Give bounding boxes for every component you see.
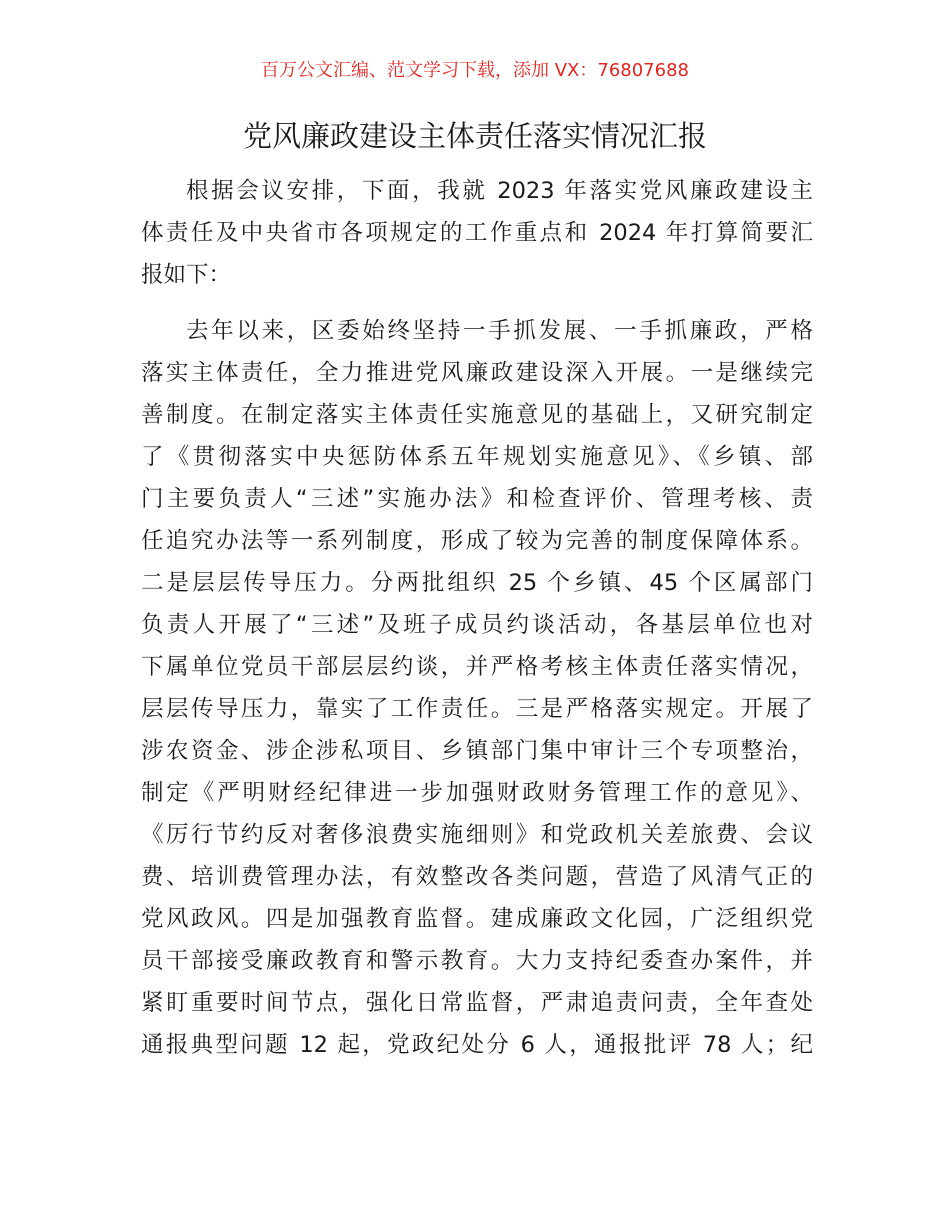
paragraph-line: 《厉行节约反对奢侈浪费实施细则》和党政机关差旅费、会议 [141,822,813,848]
paragraph-2 [141,310,813,1066]
paragraph-line: 根据会议安排，下面，我就 2023 年落实党风廉政建设主 [186,178,813,204]
paragraph-line: 费、培训费管理办法，有效整改各类问题，营造了风清气正的 [141,864,813,890]
paragraph-line: 体责任及中央省市各项规定的工作重点和 2024 年打算简要汇 [141,220,813,246]
paragraph-line: 负责人开展了“三述”及班子成员约谈活动，各基层单位也对 [141,612,813,638]
paragraph-line: 了《贯彻落实中央惩防体系五年规划实施意见》、《乡镇、部 [141,444,813,470]
paragraph-line: 落实主体责任，全力推进党风廉政建设深入开展。一是继续完 [141,360,813,386]
paragraph-line: 去年以来，区委始终坚持一手抓发展、一手抓廉政，严格 [186,318,813,344]
paragraph-line: 下属单位党员干部层层约谈，并严格考核主体责任落实情况， [141,654,813,680]
paragraph-line: 通报典型问题 12 起，党政纪处分 6 人，通报批评 78 人；纪 [141,1032,813,1058]
paragraph-line: 紧盯重要时间节点，强化日常监督，严肃追责问责，全年查处 [141,990,813,1016]
paragraph-line: 层层传导压力，靠实了工作责任。三是严格落实规定。开展了 [141,696,813,722]
header-watermark-note: 百万公文汇编、范文学习下载，添加 VX：76807688 [261,60,689,81]
paragraph-line: 党风政风。四是加强教育监督。建成廉政文化园，广泛组织党 [141,906,813,932]
paragraph-1 [141,170,813,296]
paragraph-line: 门主要负责人“三述”实施办法》和检查评价、管理考核、责 [141,486,813,512]
paragraph-line: 任追究办法等一系列制度，形成了较为完善的制度保障体系。 [141,528,813,554]
paragraph-line: 涉农资金、涉企涉私项目、乡镇部门集中审计三个专项整治， [141,738,813,764]
paragraph-line: 二是层层传导压力。分两批组织 25 个乡镇、45 个区属部门 [141,570,813,596]
paragraph-line: 善制度。在制定落实主体责任实施意见的基础上，又研究制定 [141,402,813,428]
paragraph-line: 报如下： [141,262,232,288]
paragraph-line: 员干部接受廉政教育和警示教育。大力支持纪委查办案件，并 [141,948,813,974]
document-title: 党风廉政建设主体责任落实情况汇报 [242,119,707,153]
paragraph-line: 制定《严明财经纪律进一步加强财政财务管理工作的意见》、 [141,780,813,806]
